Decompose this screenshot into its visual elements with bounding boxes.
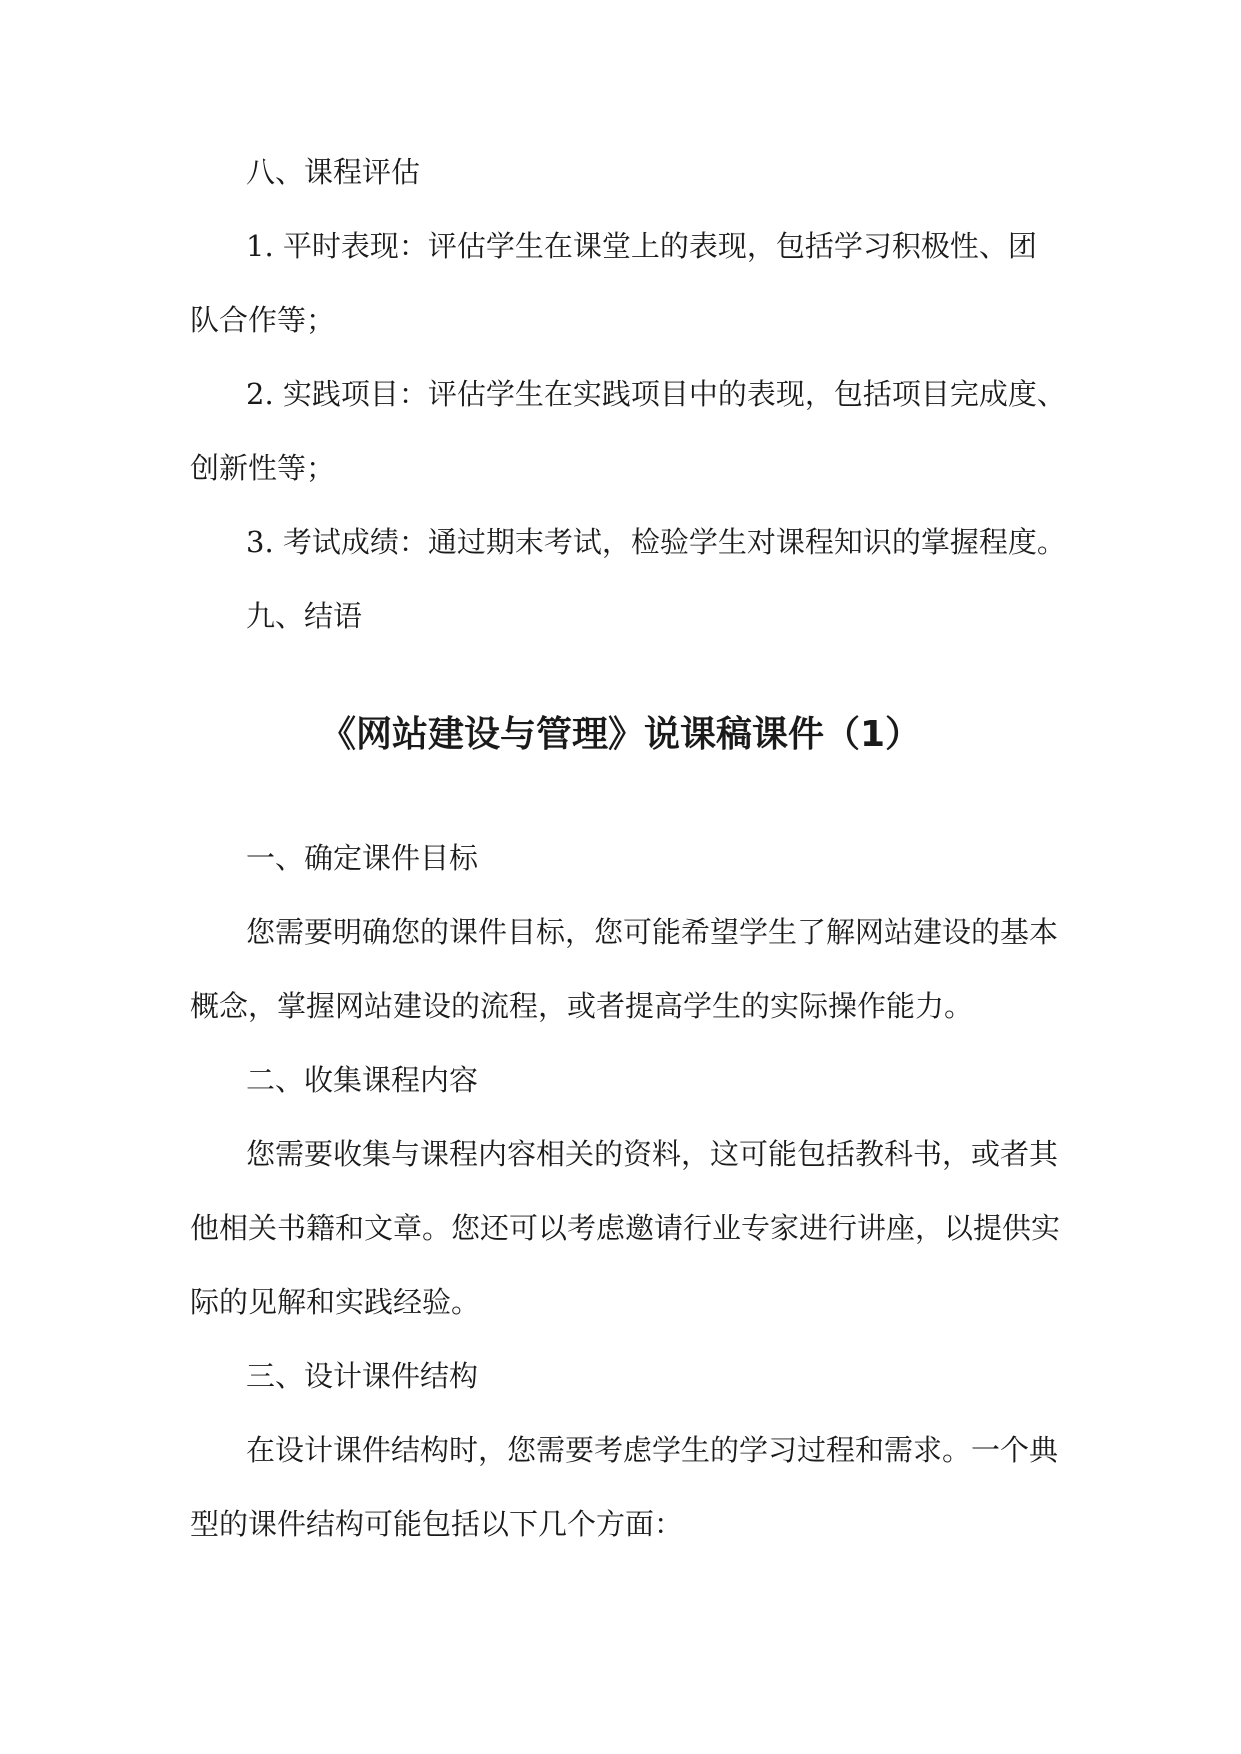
section-two-paragraph-line-3: 际的见解和实践经验。: [190, 1285, 481, 1319]
section-two-paragraph-line-2: 他相关书籍和文章。您还可以考虑邀请行业专家进行讲座，以提供实: [190, 1211, 1061, 1245]
evaluation-item-3-line-1: 3. 考试成绩：通过期末考试，检验学生对课程知识的掌握程度。: [246, 525, 1066, 559]
section-three-heading: 三、设计课件结构: [246, 1359, 479, 1393]
evaluation-item-1-line-1: 1. 平时表现：评估学生在课堂上的表现，包括学习积极性、团: [246, 229, 1037, 263]
document-title: 《网站建设与管理》说课稿课件（1）: [319, 714, 922, 755]
evaluation-item-2-line-1: 2. 实践项目：评估学生在实践项目中的表现，包括项目完成度、: [246, 377, 1066, 411]
section-eight-heading: 八、课程评估: [246, 155, 421, 189]
section-three-paragraph-line-2: 型的课件结构可能包括以下几个方面：: [190, 1507, 684, 1541]
section-nine-heading: 九、结语: [246, 599, 363, 633]
section-two-paragraph-line-1: 您需要收集与课程内容相关的资料，这可能包括教科书，或者其: [246, 1137, 1059, 1171]
section-two-heading: 二、收集课程内容: [246, 1063, 479, 1097]
section-one-paragraph-line-1: 您需要明确您的课件目标，您可能希望学生了解网站建设的基本: [246, 915, 1059, 949]
section-three-paragraph-line-1: 在设计课件结构时，您需要考虑学生的学习过程和需求。一个典: [246, 1433, 1059, 1467]
evaluation-item-2-line-2: 创新性等；: [190, 451, 336, 485]
section-one-paragraph-line-2: 概念，掌握网站建设的流程，或者提高学生的实际操作能力。: [190, 989, 974, 1023]
evaluation-item-1-line-2: 队合作等；: [190, 303, 336, 337]
section-one-heading: 一、确定课件目标: [246, 841, 479, 875]
